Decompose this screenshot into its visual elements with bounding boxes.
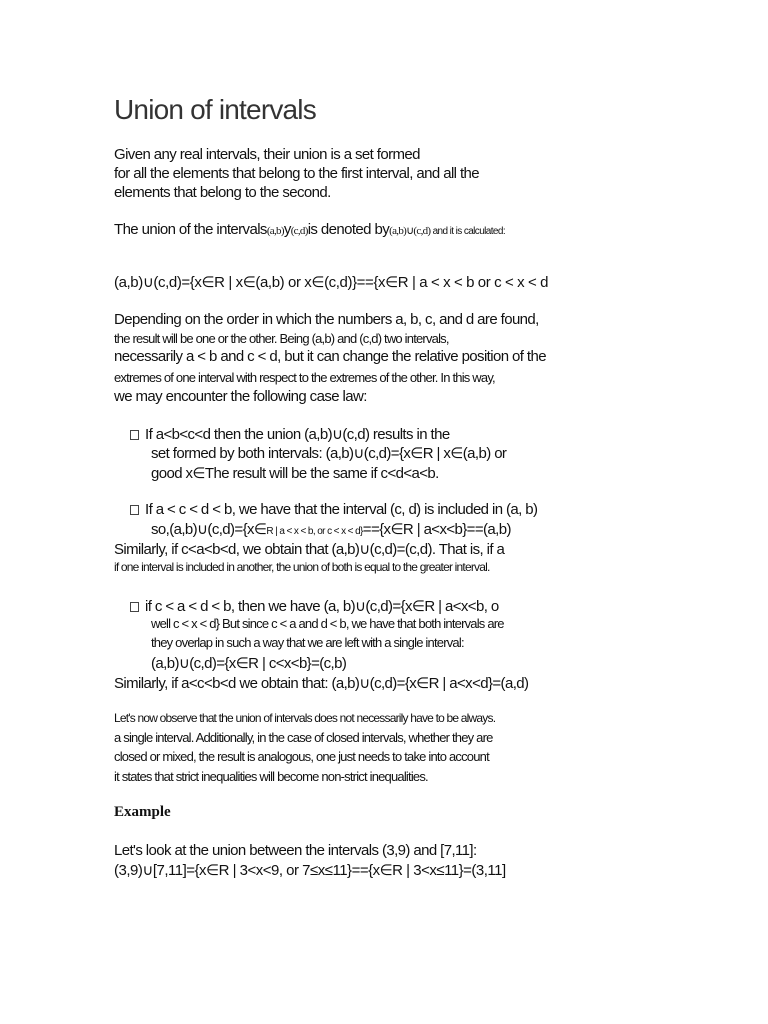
example-line: (3,9)∪[7,11]={x∈R | 3<x<9, or 7≤x≤11}=={x∈R | 3<x≤11}=(3,11] [114, 862, 506, 879]
case-1-line: set formed by both intervals: (a,b)∪(c,d)={x∈R | x∈(a,b) or [151, 445, 507, 462]
observe-line: a single interval. Additionally, in the case of closed intervals, whether they are [114, 730, 493, 745]
case-2-line: Similarly, if c<a<b<d, we obtain that (a,b)∪(c,d)=(c,d). That is, if a [114, 541, 505, 558]
notation-interval-cd: (c,d) [290, 225, 308, 237]
page-title: Union of intervals [114, 94, 316, 125]
case-3-text: if c < a < d < b, then we have (a, b)∪(c,d)={x∈R | a<x<b, o [145, 598, 499, 615]
depending-line: extremes of one interval with respect to the extremes of the other. In this way, [114, 370, 495, 385]
depending-line: we may encounter the following case law: [114, 388, 367, 405]
intro-line: for all the elements that belong to the first interval, and all the [114, 165, 480, 182]
intro-line: elements that belong to the second. [114, 184, 331, 201]
intro-line: Given any real intervals, their union is a set formed [114, 146, 420, 163]
case-2-text: =={x [362, 521, 391, 538]
case-1-text: If a<b<c<d then the union (a,b)∪(c,d) results in the [145, 426, 450, 443]
example-line: Let's look at the union between the intervals (3,9) and [7,11]: [114, 842, 477, 859]
case-3-line: (a,b)∪(c,d)={x∈R | c<x<b}=(c,b) [151, 655, 347, 672]
notation-text: and it is calculated: [430, 226, 506, 237]
case-3-line [130, 597, 499, 615]
notation-text: is denoted by [307, 221, 390, 238]
notation-y: y [283, 221, 291, 238]
case-2-text: ∈R | a<x<b}==(a,b) [390, 521, 511, 538]
notation-text: The union of the intervals [114, 221, 267, 238]
example-heading: Example [114, 804, 171, 820]
case-2-line [130, 501, 537, 518]
case-3-line: Similarly, if a<c<b<d we obtain that: (a,b)∪(c,d)={x∈R | a<x<d}=(a,d) [114, 675, 529, 692]
checkbox-bullet-icon [130, 430, 139, 440]
depending-line: the result will be one or the other. Being (a,b) and (c,d) two intervals, [114, 331, 449, 346]
observe-line: it states that strict inequalities will become non-strict inequalities. [114, 769, 428, 784]
checkbox-bullet-icon [130, 602, 139, 612]
case-3-line: well c < x < d} But since c < a and d < b, we have that both intervals are [151, 616, 504, 631]
notation-interval-ab: (a,b) [266, 225, 284, 237]
case-3-line: they overlap in such a way that we are left with a single interval: [151, 635, 464, 650]
case-2-text: If a < c < d < b, we have that the interval (c, d) is included in (a, b) [145, 501, 538, 518]
case-1-line [130, 425, 450, 443]
case-1-line: good x∈The result will be the same if c<d<a<b. [151, 465, 439, 482]
case-2-text: so,(a,b)∪(c,d)={x∈ [151, 521, 267, 538]
checkbox-bullet-icon [130, 505, 139, 515]
notation-union: (a,b)∪(c,d) [389, 225, 431, 237]
case-2-small-text: R | a < x < b, or c < x < d} [266, 526, 363, 537]
observe-line: Let's now observe that the union of intervals does not necessarily have to be always. [114, 711, 496, 725]
depending-line: Depending on the order in which the numbers a, b, c, and d are found, [114, 311, 539, 328]
observe-line: closed or mixed, the result is analogous, one just needs to take into account [114, 749, 489, 764]
union-formula: (a,b)∪(c,d)={x∈R | x∈(a,b) or x∈(c,d)}=={x∈R | a < x < b or c < x < d [114, 274, 549, 291]
case-2-line [151, 520, 511, 538]
notation-line [114, 221, 505, 238]
case-2-line: if one interval is included in another, the union of both is equal to the greater interval. [114, 560, 490, 574]
depending-line: necessarily a < b and c < d, but it can change the relative position of the [114, 348, 546, 365]
